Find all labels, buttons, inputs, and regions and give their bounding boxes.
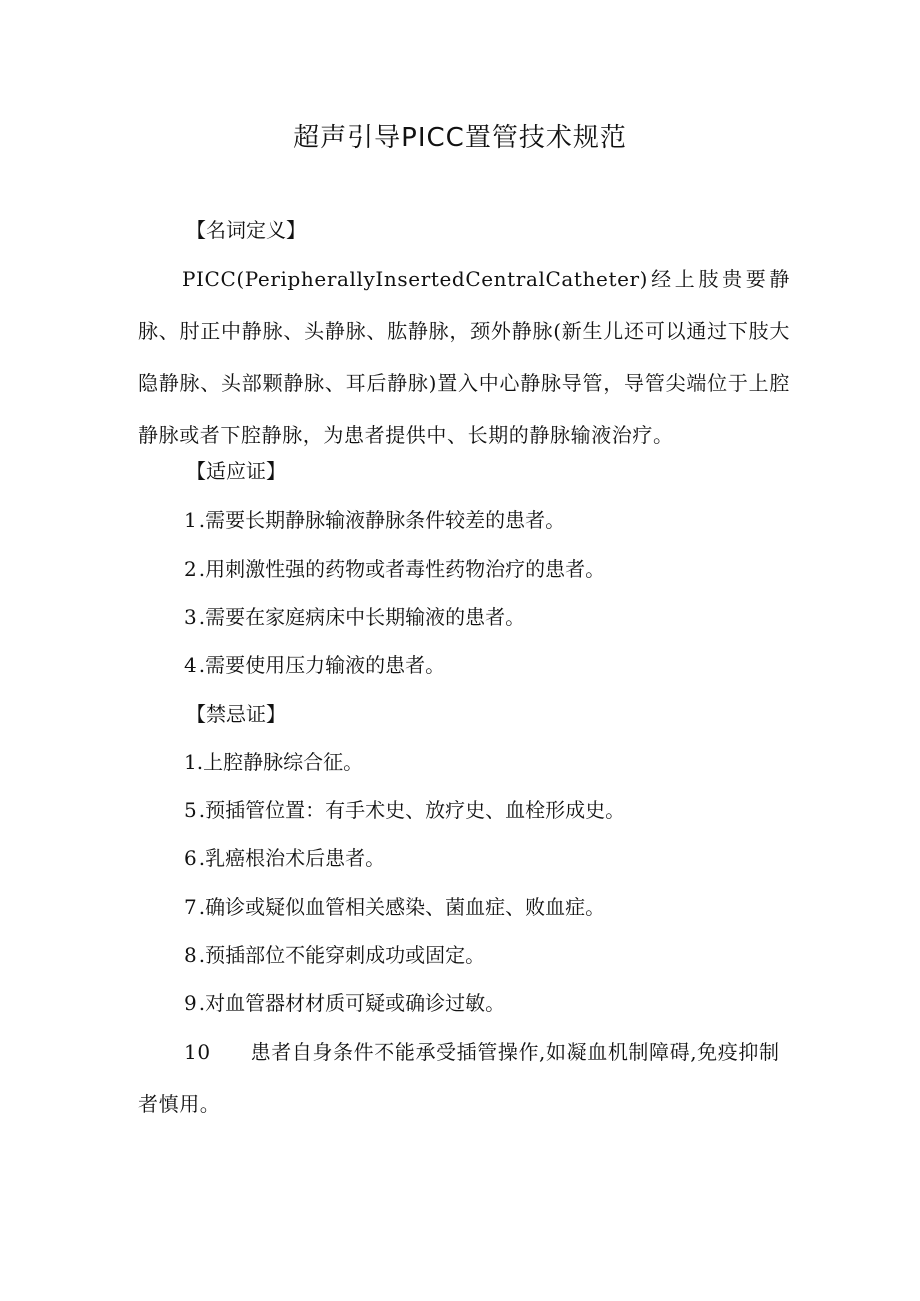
- contraindication-item-8: [184, 940, 485, 970]
- item-text: .需要长期静脉输液静脉条件较差的患者。: [198, 508, 566, 532]
- item-text: .乳癌根治术后患者。: [198, 846, 386, 870]
- item-number: 2: [184, 557, 197, 581]
- item-text: .用刺激性强的药物或者毒性药物治疗的患者。: [198, 557, 606, 581]
- indication-item-1: [184, 505, 565, 535]
- definition-heading: 【名词定义】: [186, 218, 306, 242]
- contraindication-item-10: [138, 1026, 790, 1130]
- item-text: 1.上腔静脉综合征。: [184, 750, 364, 774]
- item-number: 6: [184, 846, 197, 870]
- item-number: 3: [184, 605, 197, 629]
- contraindications-heading: 【禁忌证】: [186, 702, 286, 726]
- item-number: 7: [184, 895, 197, 919]
- item-number: 8: [184, 943, 197, 967]
- contraindication-item-6: [184, 843, 385, 873]
- item-number: 9: [184, 991, 197, 1015]
- contraindication-item-9: [184, 988, 505, 1018]
- indication-item-4: [184, 650, 445, 680]
- item-text: .需要在家庭病床中长期输液的患者。: [198, 605, 526, 629]
- indication-item-3: [184, 602, 525, 632]
- item-number: 5: [184, 798, 197, 822]
- item-text: .对血管器材材质可疑或确诊过敏。: [198, 991, 506, 1015]
- item-number: 10: [184, 1040, 211, 1064]
- item-number: 1: [184, 508, 197, 532]
- item-text: .预插管位置：有手术史、放疗史、血栓形成史。: [198, 798, 626, 822]
- contraindication-item-5: [184, 795, 625, 825]
- definition-paragraph: PICC(PeripherallyInsertedCentralCatheter)经上肢贵要静脉、肘正中静脉、头静脉、肱静脉，颈外静脉(新生儿还可以通过下肢大隐静脉、头部颗静脉、耳后静脉)置入中心静脉导管，导管尖端位于上腔静脉或者下腔静脉，为患者提供中、长期的静脉输液治疗。: [138, 267, 790, 447]
- item-text: 患者自身条件不能承受插管操作,如凝血机制障碍,免疫抑制者慎用。: [138, 1040, 780, 1116]
- item-number: 4: [184, 653, 197, 677]
- item-text: .预插部位不能穿刺成功或固定。: [198, 943, 486, 967]
- document-title: 超声引导PICC置管技术规范: [293, 123, 627, 153]
- contraindication-item-1: [184, 747, 363, 777]
- item-text: .确诊或疑似血管相关感染、菌血症、败血症。: [198, 895, 606, 919]
- indication-item-2: [184, 554, 605, 584]
- item-text: .需要使用压力输液的患者。: [198, 653, 446, 677]
- indications-heading: 【适应证】: [186, 459, 286, 483]
- contraindication-item-7: [184, 892, 605, 922]
